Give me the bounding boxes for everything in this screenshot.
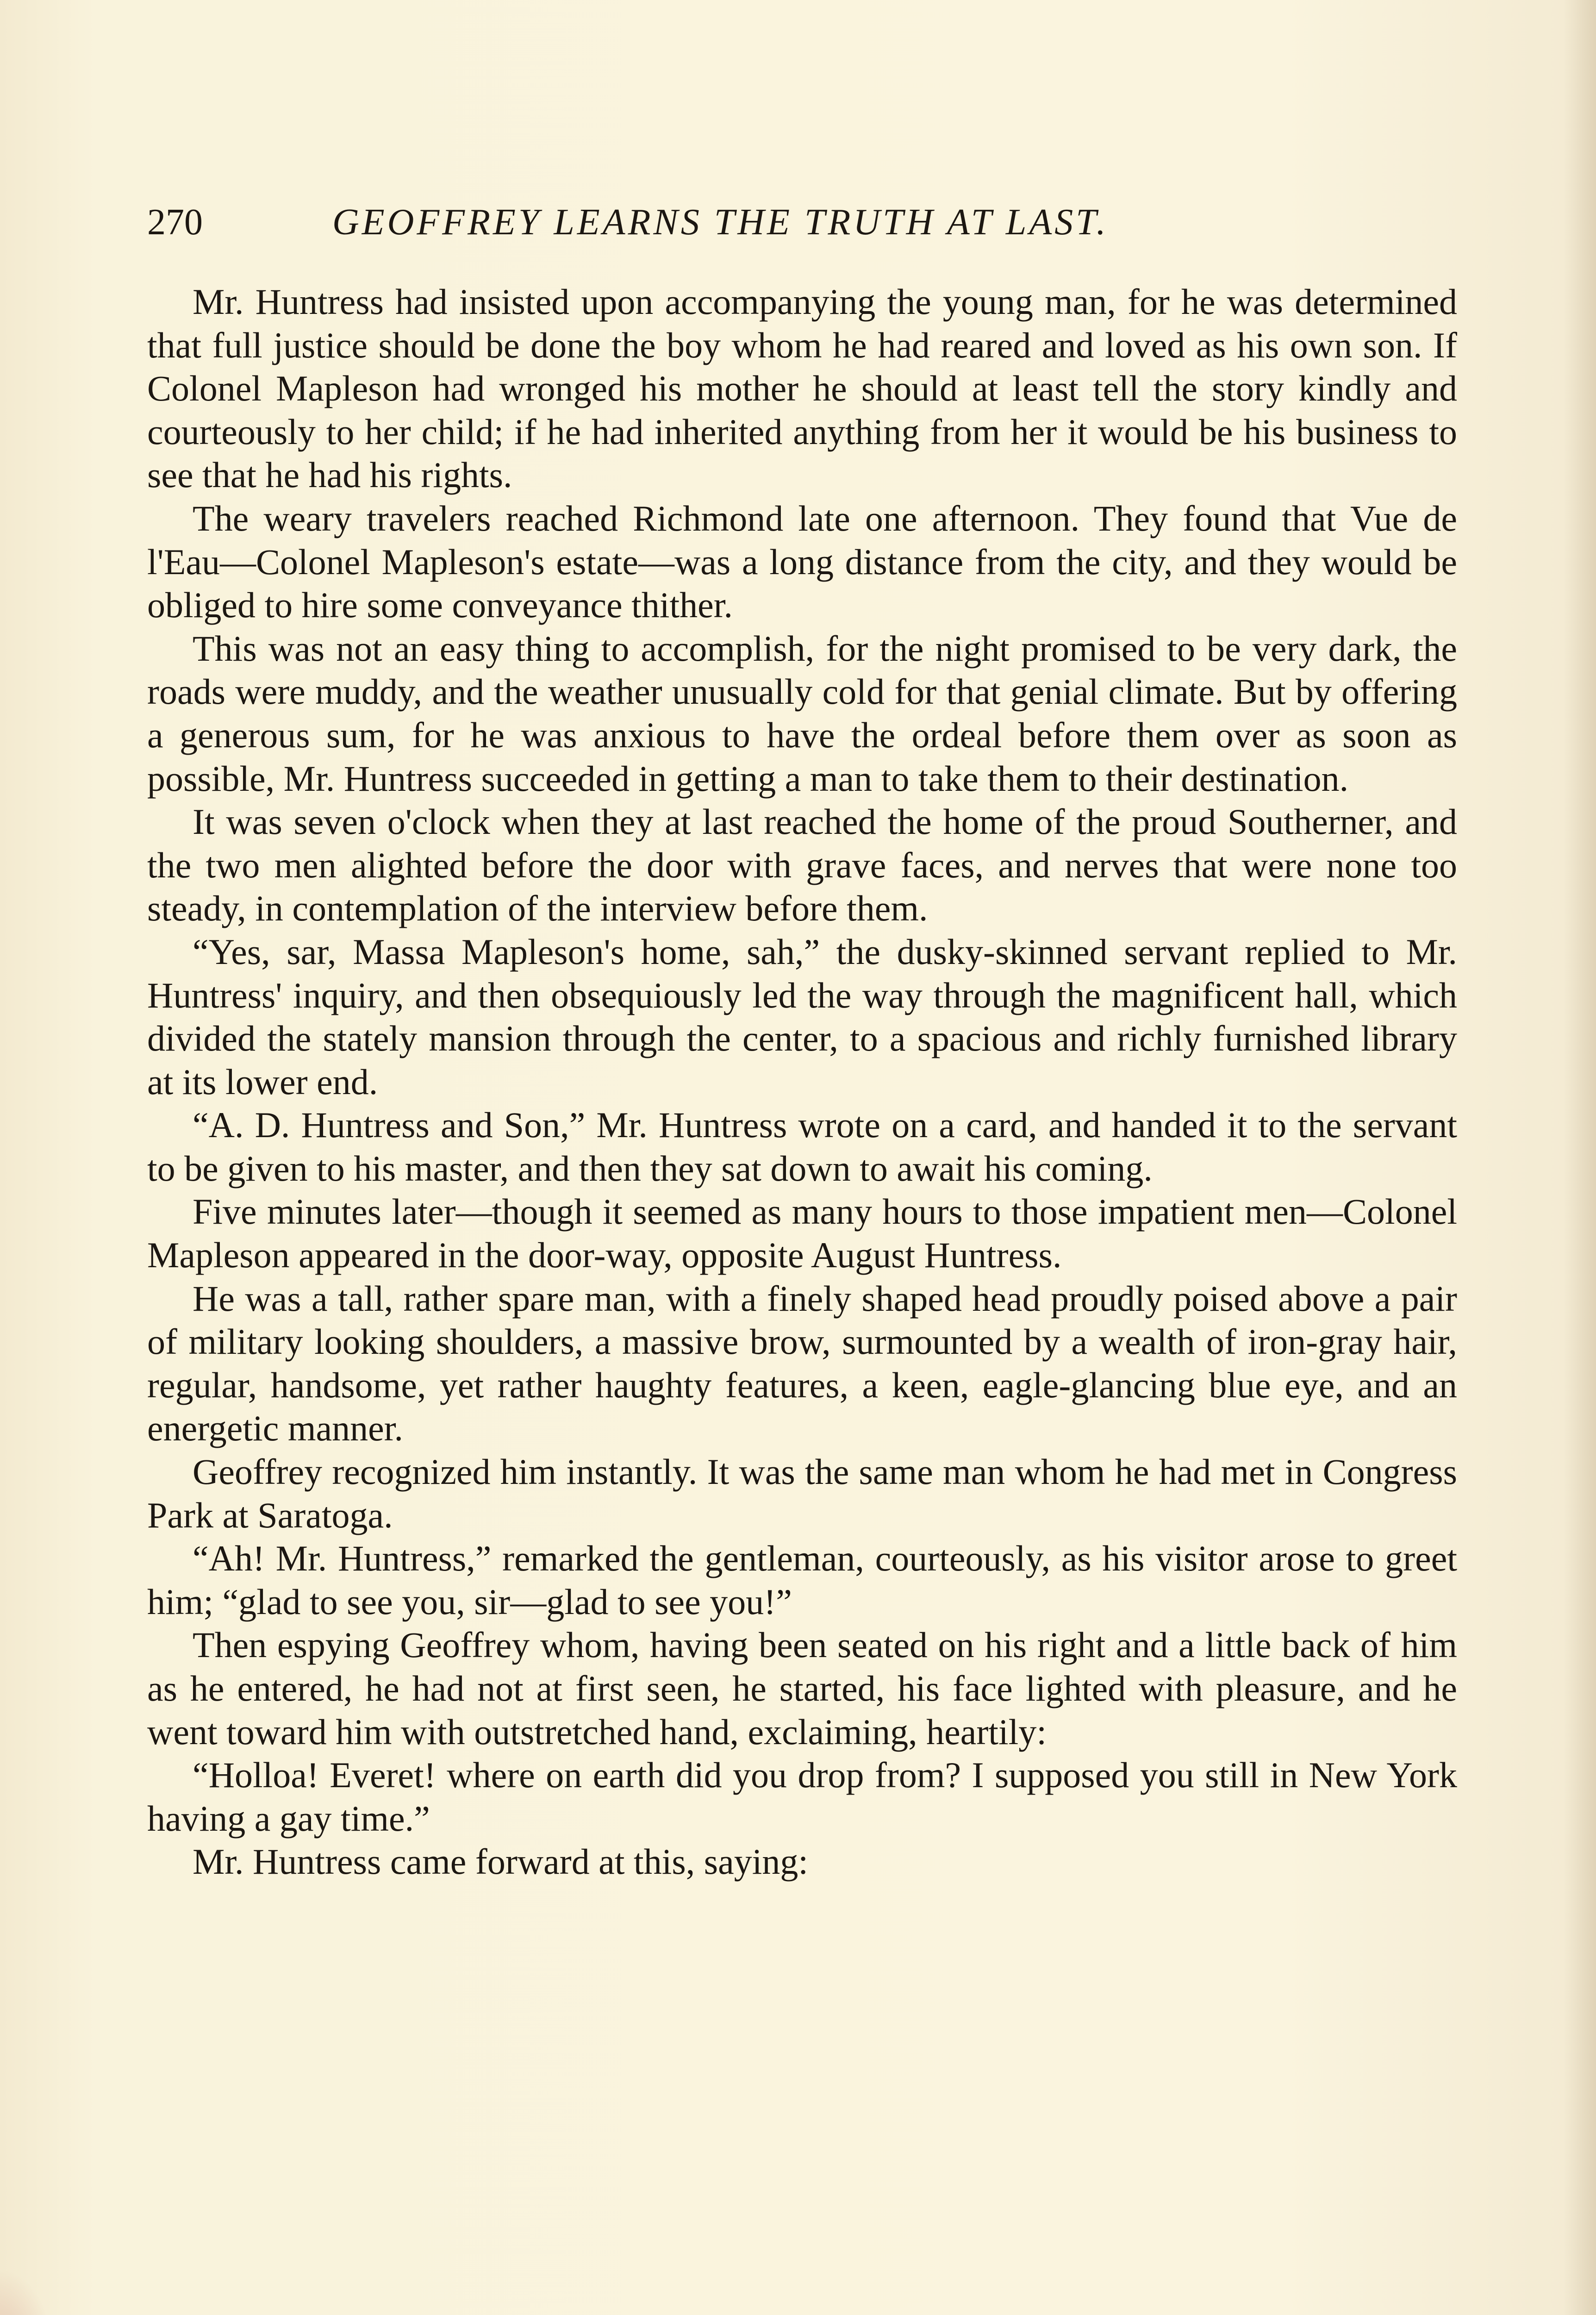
paper-stain [0,2269,56,2315]
paragraph: Five minutes later—though it seemed as many hours to those impatient men—Colonel Mapleson appeared in the door-way, opposite August Huntress. [147,1191,1457,1276]
page-number: 270 [147,202,203,243]
paragraph: “Holloa! Everet! where on earth did you drop from? I supposed you still in New York having a gay time.” [147,1755,1457,1839]
paragraph: This was not an easy thing to accomplish, for the night promised to be very dark, the roads were muddy, and the weather unusually cold for that genial climate. But by offering a generous sum, for he was anxious to have the ordeal before them over as soon as possible, Mr. Huntress succeeded in getting a man to take them to their destination. [147,628,1457,799]
paragraph: Then espying Geoffrey whom, having been seated on his right and a little back of him as he entered, he had not at first seen, he started, his face lighted with pleasure, and he went toward him with outstretched hand, exclaiming, heartily: [147,1625,1457,1752]
paragraph: “A. D. Huntress and Son,” Mr. Huntress wrote on a card, and handed it to the servant to be given to his master, and then they sat down to await his coming. [147,1105,1457,1189]
running-head: GEOFFREY LEARNS THE TRUTH AT LAST. [332,202,1109,243]
paragraph: Mr. Huntress came forward at this, saying: [193,1841,809,1882]
page-header [147,197,1462,248]
paragraph: “Ah! Mr. Huntress,” remarked the gentleman, courteously, as his visitor arose to greet him; “glad to see you, sir—glad to see you!” [147,1538,1457,1622]
paragraph: Mr. Huntress had insisted upon accompanying the young man, for he was determined that full justice should be done the boy whom he had reared and loved as his own son. If Colonel Mapleson had wronged his mother he should at least tell the story kindly and courteously to her child; if he had inherited anything from her it would be his business to see that he had his rights. [147,282,1457,495]
paragraph: The weary travelers reached Richmond late one afternoon. They found that Vue de l'Eau—Colonel Mapleson's estate—was a long distance from the city, and they would be obliged to hire some conveyance thither. [147,498,1457,626]
paragraph: It was seven o'clock when they at last reached the home of the proud Southerner, and the two men alighted before the door with grave faces, and nerves that were none too steady, in contemplation of the interview before them. [147,801,1457,929]
paragraph: He was a tall, rather spare man, with a finely shaped head proudly poised above a pair of military looking shoulders, a massive brow, surmounted by a wealth of iron-gray hair, regular, handsome, yet rather haughty features, a keen, eagle-glancing blue eye, and an energetic manner. [147,1278,1457,1449]
paragraph: Geoffrey recognized him instantly. It was the same man whom he had met in Congress Park at Saratoga. [147,1452,1457,1535]
paragraph: “Yes, sar, Massa Mapleson's home, sah,” the dusky-skinned servant replied to Mr. Huntress' inquiry, and then obsequiously led the way through the magnificent hall, which divided the stately mansion through the center, to a spacious and richly furnished library at its lower end. [147,931,1457,1102]
body-text [147,280,1457,1883]
page-edge-shading [1564,0,1596,2315]
